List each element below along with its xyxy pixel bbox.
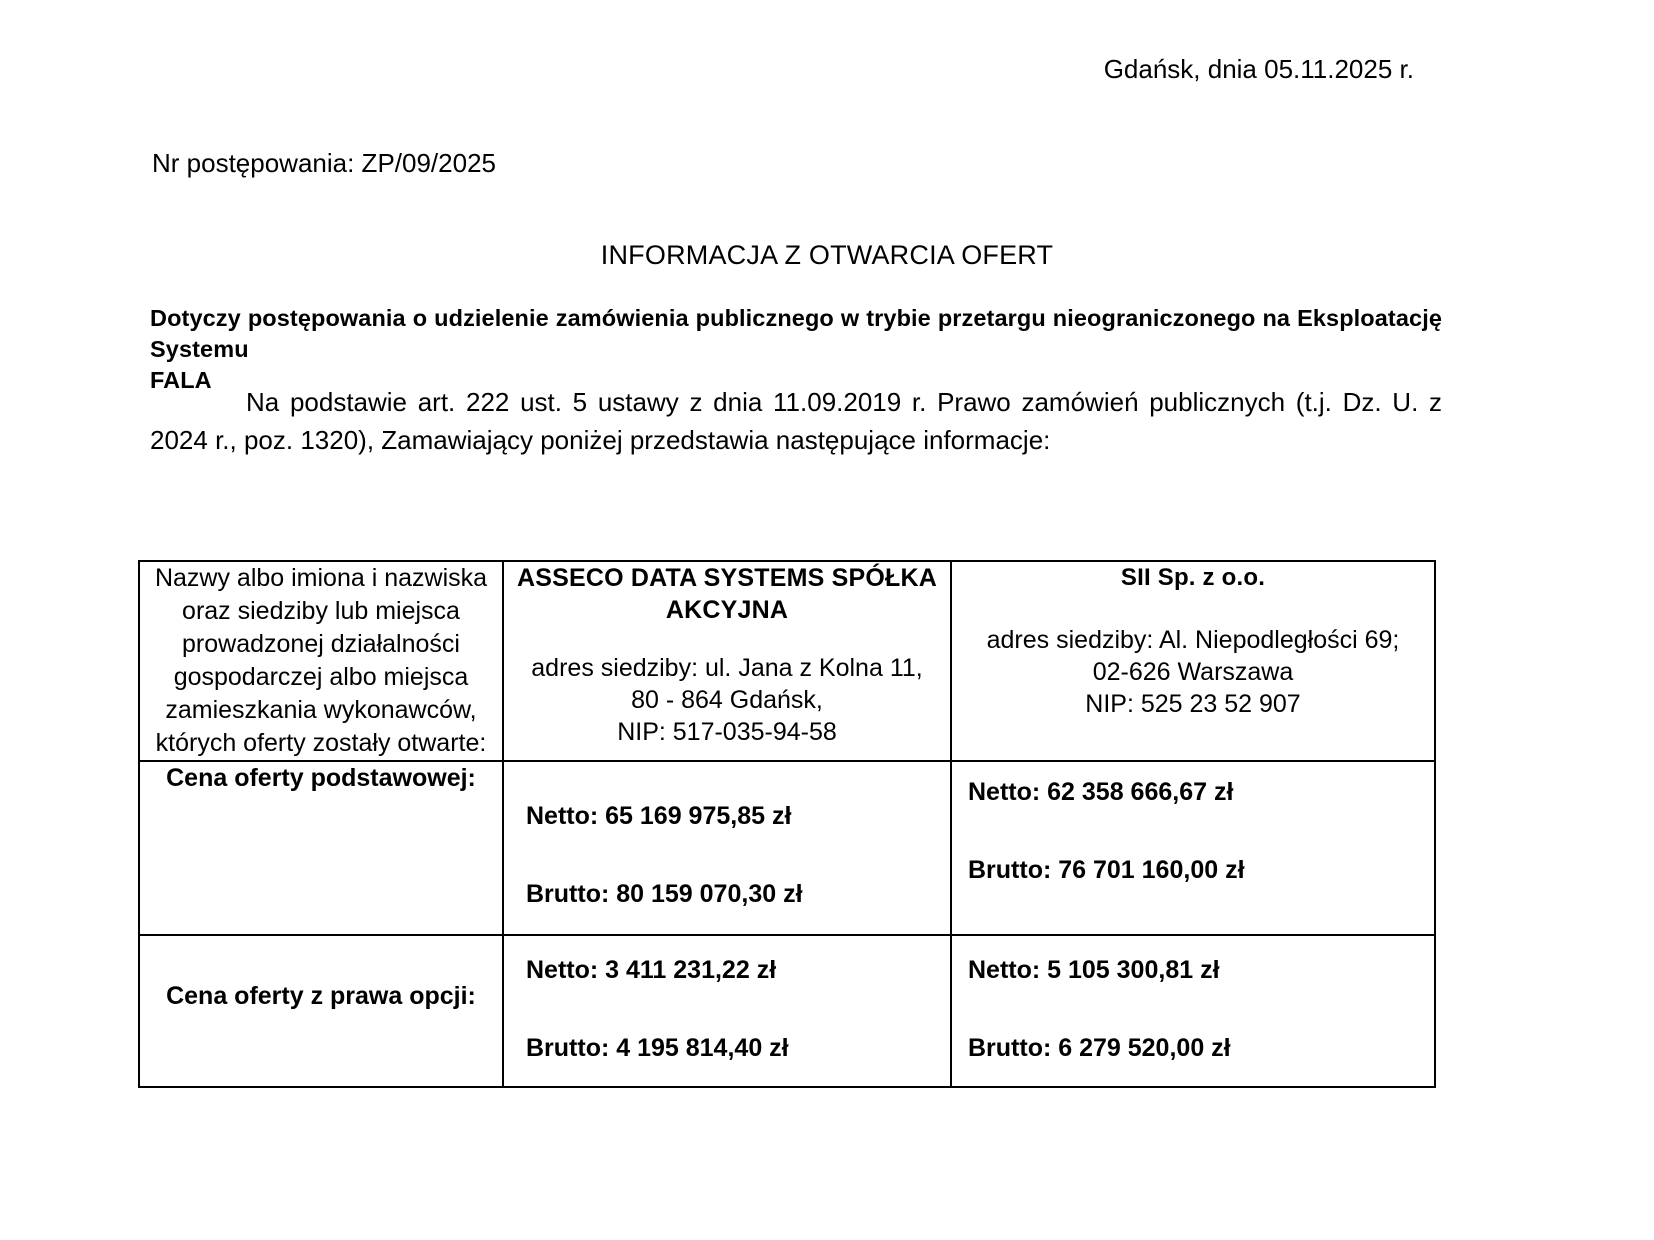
basic-brutto-sii: Brutto: 76 701 160,00 zł [968, 856, 1245, 884]
option-price-sii [951, 935, 1435, 1087]
table-row-header [139, 561, 1435, 761]
basic-price-sii [951, 761, 1435, 935]
offer-address-line-1: adres siedziby: ul. Jana z Kolna 11, [531, 654, 923, 682]
legal-line-2: 2024 r., poz. 1320), Zamawiający poniżej przedstawia następujące informacje: [150, 425, 1051, 455]
offer-name-asseco: ASSECO DATA SYSTEMS SPÓŁKA AKCYJNA [516, 564, 938, 624]
basic-netto-asseco: Netto: 65 169 975,85 zł [526, 802, 792, 830]
offer-address-line-1: adres siedziby: Al. Niepodległości 69; [986, 626, 1400, 654]
header-label-cell: Nazwy albo imiona i nazwiska oraz siedziby lub miejsca prowadzonej działalności gospodarczej albo miejsca zamieszkania wykonawców, których oferty zostały otwarte: [139, 561, 503, 761]
offer-cell-sii [951, 561, 1435, 761]
basic-brutto-asseco: Brutto: 80 159 070,30 zł [526, 880, 803, 908]
offer-address-asseco [504, 652, 950, 748]
offer-address-sii [952, 624, 1434, 720]
row-label-basic-price: Cena oferty podstawowej: [139, 761, 503, 935]
offers-table [138, 560, 1436, 1088]
case-number: Nr postępowania: ZP/09/2025 [152, 148, 496, 178]
subject-line-2: FALA [150, 367, 212, 393]
offer-address-line-2: 02-626 Warszawa [1092, 658, 1294, 686]
basic-netto-sii: Netto: 62 358 666,67 zł [968, 778, 1234, 806]
offer-nip-sii: NIP: 525 23 52 907 [1085, 690, 1301, 718]
table-row-option-price [139, 935, 1435, 1087]
page-title: INFORMACJA Z OTWARCIA OFERT [600, 240, 1054, 270]
row-label-option-price: Cena oferty z prawa opcji: [139, 935, 503, 1087]
subject-line-1: Dotyczy postępowania o udzielenie zamówienia publicznego w trybie przetargu nieograniczonego na Eksploatację Systemu [150, 305, 1442, 362]
option-netto-asseco: Netto: 3 411 231,22 zł [526, 956, 777, 984]
date-line: Gdańsk, dnia 05.11.2025 r. [1103, 54, 1414, 84]
table-row-basic-price [139, 761, 1435, 935]
basic-price-asseco [503, 761, 951, 935]
legal-line-1: Na podstawie art. 222 ust. 5 ustawy z dnia 11.09.2019 r. Prawo zamówień publicznych (t.j. Dz. U. z [246, 387, 1442, 417]
offer-name-sii: SII Sp. z o.o. [1120, 564, 1266, 591]
option-price-asseco [503, 935, 951, 1087]
option-brutto-sii: Brutto: 6 279 520,00 zł [968, 1034, 1231, 1062]
option-netto-sii: Netto: 5 105 300,81 zł [968, 956, 1220, 984]
option-brutto-asseco: Brutto: 4 195 814,40 zł [526, 1034, 789, 1062]
offer-nip-asseco: NIP: 517-035-94-58 [617, 718, 837, 746]
offer-address-line-2: 80 - 864 Gdańsk, [631, 686, 823, 714]
offer-cell-asseco [503, 561, 951, 761]
legal-basis-paragraph [150, 383, 1442, 459]
